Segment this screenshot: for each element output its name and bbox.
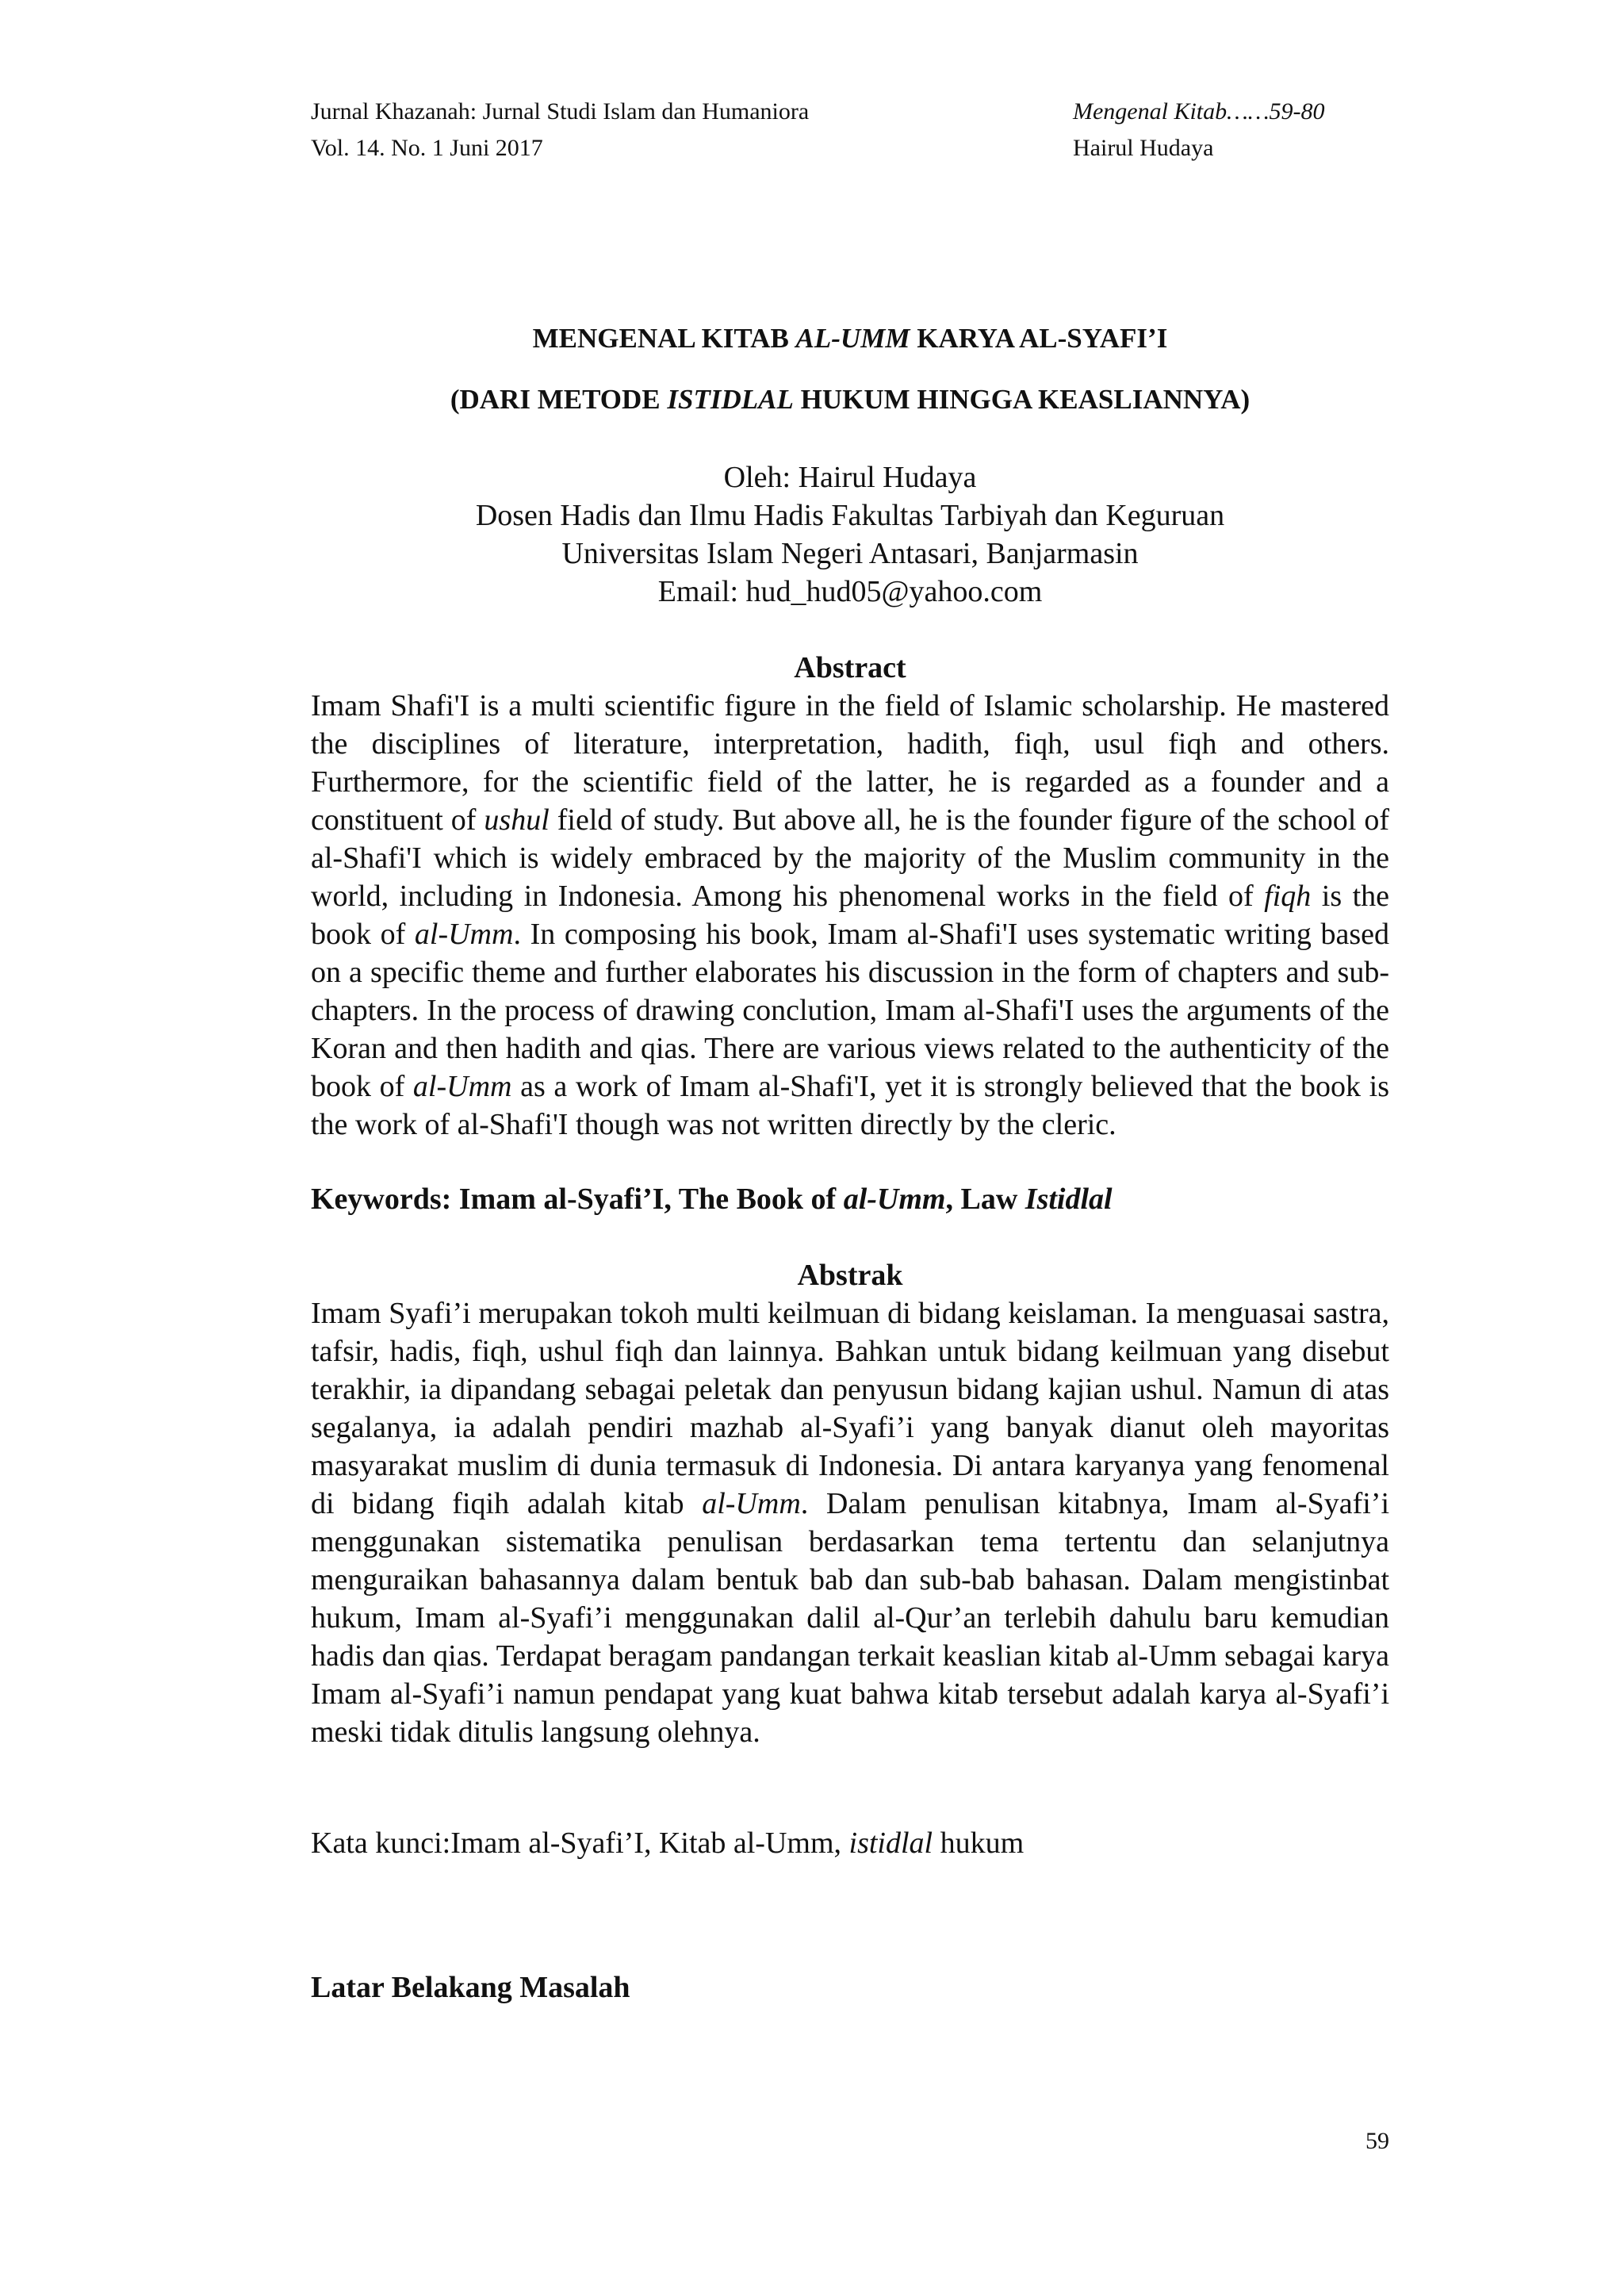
- author-block: [311, 458, 1389, 611]
- running-header-right: [1073, 94, 1390, 167]
- running-author: Hairul Hudaya: [1073, 135, 1214, 161]
- keywords-id: Kata kunci:Imam al-Syafi’I, Kitab al-Umm, istidlal hukum: [311, 1826, 1025, 1860]
- abstract-body: Imam Shafi'I is a multi scientific figure in the field of Islamic scholarship. He mastered the disciplines of literature, interpretation, hadith, fiqh, usul fiqh and others. Furthermore, for the scientific field of the latter, he is regarded as a founder and a constituent of ushul field of study. But above all, he is the founder figure of the school of al-Shafi'I which is widely embraced by the majority of the Muslim community in the world, including in Indonesia. Among his phenomenal works in the field of fiqh is the book of al-Umm. In composing his book, Imam al-Shafi'I uses systematic writing based on a specific theme and further elaborates his discussion in the form of chapters and sub-chapters. In the process of drawing conclution, Imam al-Shafi'I uses the arguments of the Koran and then hadith and qias. There are various views related to the authenticity of the book of al-Umm as a work of Imam al-Shafi'I, yet it is strongly believed that the book is the work of al-Shafi'I though was not written directly by the cleric.: [311, 689, 1390, 1141]
- journal-name: Jurnal Khazanah: Jurnal Studi Islam dan Humaniora: [311, 98, 810, 125]
- author-byline: Oleh: Hairul Hudaya: [723, 461, 977, 494]
- page-number: 59: [1365, 2128, 1389, 2154]
- title-line-2: (DARI METODE ISTIDLAL HUKUM HINGGA KEASLIANNYA): [450, 384, 1251, 415]
- paper-title: [311, 308, 1389, 430]
- abstrak-heading: Abstrak: [797, 1259, 903, 1292]
- author-institution: Universitas Islam Negeri Antasari, Banjarmasin: [561, 537, 1139, 570]
- section-heading: Latar Belakang Masalah: [311, 1971, 630, 2004]
- running-title: Mengenal Kitab……59-80: [1073, 98, 1325, 125]
- title-line-1: MENGENAL KITAB AL-UMM KARYA AL-SYAFI’I: [532, 323, 1168, 354]
- author-affiliation: Dosen Hadis dan Ilmu Hadis Fakultas Tarbiyah dan Keguruan: [475, 499, 1225, 532]
- author-email: Email: hud_hud05@yahoo.com: [657, 575, 1043, 608]
- keywords-en: Keywords: Imam al-Syafi’I, The Book of al-Umm, Law Istidlal: [311, 1182, 1113, 1216]
- abstrak-body: Imam Syafi’i merupakan tokoh multi keilmuan di bidang keislaman. Ia menguasai sastra, tafsir, hadis, fiqh, ushul fiqh dan lainnya. Bahkan untuk bidang keilmuan yang disebut terakhir, ia dipandang sebagai peletak dan penyusun bidang kajian ushul. Namun di atas segalanya, ia adalah pendiri mazhab al-Syafi’i yang banyak dianut oleh mayoritas masyarakat muslim di dunia termasuk di Indonesia. Di antara karyanya yang fenomenal di bidang fiqih adalah kitab al-Umm. Dalam penulisan kitabnya, Imam al-Syafi’i menggunakan sistematika penulisan berdasarkan tema tertentu dan selanjutnya menguraikan bahasannya dalam bentuk bab dan sub-bab bahasan. Dalam mengistinbat hukum, Imam al-Syafi’i menggunakan dalil al-Qur’an terlebih dahulu baru kemudian hadis dan qias. Terdapat beragam pandangan terkait keaslian kitab al-Umm sebagai karya Imam al-Syafi’i namun pendapat yang kuat bahwa kitab tersebut adalah karya al-Syafi’i meski tidak ditulis langsung olehnya.: [311, 1297, 1389, 1749]
- journal-volume: Vol. 14. No. 1 Juni 2017: [311, 135, 543, 161]
- running-header-left: [311, 94, 1025, 167]
- abstract-heading: Abstract: [794, 651, 906, 684]
